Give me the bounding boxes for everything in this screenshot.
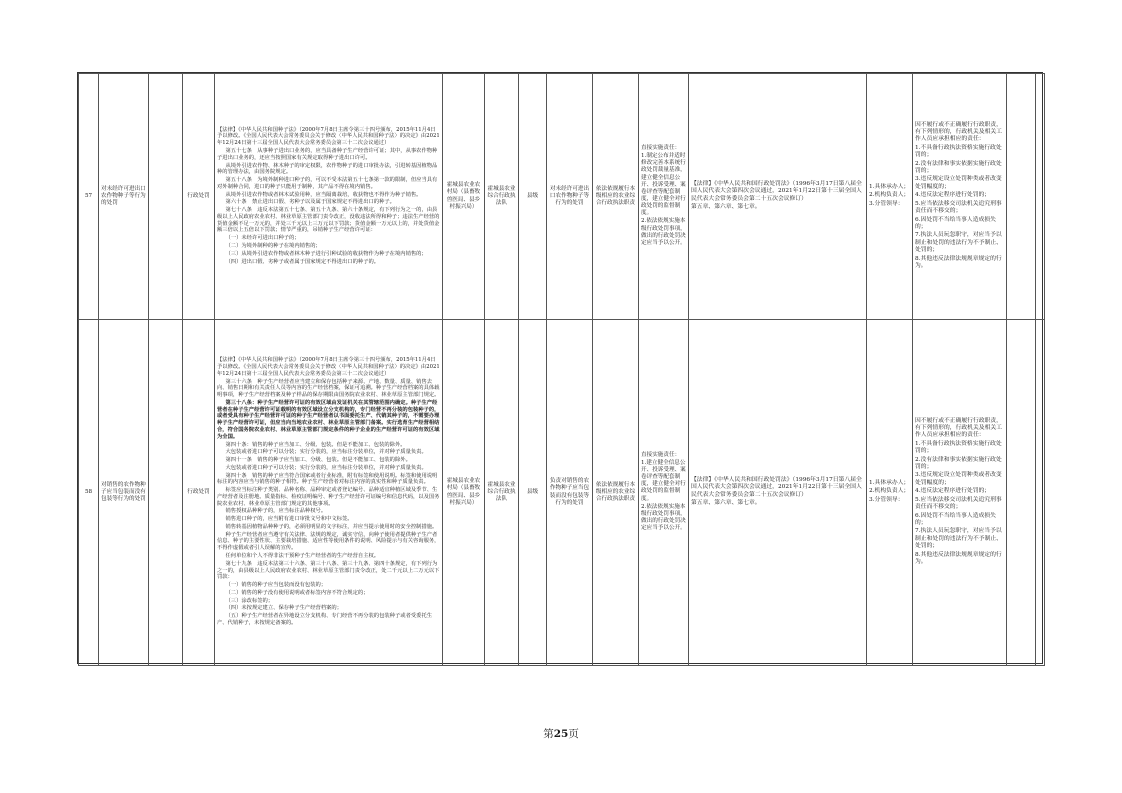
- liability-line: 4.违反法定程序进行处罚的；: [915, 488, 991, 495]
- basis-paragraph: （四）未按规定建立、保存种子生产经营档案的；: [225, 605, 343, 612]
- basis-paragraph: 销售授权品种种子的，应当标注品种权号。: [225, 508, 327, 515]
- responsibility-cell: [639, 74, 689, 320]
- legal-basis-cell: [215, 320, 443, 666]
- basis-paragraph: 【法律】《中华人民共和国种子法》（2000年7月8日主席令第三十四号颁布，2015年11月4日予以修改。《全国人民代表大会常务委员会关于修改〈中华人民共和国种子法〉的决定》由2021年12月24日第十三届全国人民代表大会常务委员会第三十二次会议通过）: [217, 357, 440, 377]
- basis-paragraph: 第四十条：销售的种子应当加工、分级、包装。但是不能加工、包装的除外。: [225, 441, 406, 448]
- responsibility-line: 2.依法依规实施本级行政处罚事项，做出的行政处罚决定应当予以公开。: [641, 218, 686, 246]
- basis-paragraph: （一）未经许可进出口种子的；: [225, 235, 300, 242]
- law-basis-line: 第五章、第六章、第七章。: [691, 203, 761, 210]
- basis-paragraph: （三）从境外引进农作物或者林木种子进行引种试验的收获物作为种子在境内销售的；: [225, 250, 427, 257]
- responsibility-line: 1.制定公布并适时修改完善本系统行政处罚裁量基准，建立健全信息公开、投诉受理、案卷评查等配套制度，建立健全对行政处罚的监督制度。: [641, 153, 686, 217]
- page-number: 25: [553, 728, 569, 740]
- dept-line: 3.分管领导：: [869, 496, 904, 503]
- basis-paragraph: 种子生产经营者应当遵守有关法律、法规的规定，诚实守信，向种子使用者提供种子生产者信息、种子的主要性状、主要栽培措施、适应性等使用条件的说明、风险提示与有关咨询服务，不得作虚假或者引人误解的宣传。: [217, 531, 440, 552]
- row-number-cell: 58: [79, 320, 99, 666]
- basis-paragraph: （二）销售的种子没有使用说明或者标签内容不符合规定的；: [225, 589, 369, 596]
- liability-line: 5.应当依法移交司法机关追究刑事责任而不移交的；: [915, 496, 1002, 511]
- law-basis-line: 第五章、第六章、第七章。: [691, 499, 761, 506]
- responsibility-line: 直接实施责任：: [641, 451, 681, 458]
- basis-paragraph: 从境外引进农作物或者林木试验用种，应当隔离栽培，收获物也不得作为种子销售。: [225, 191, 422, 198]
- liability-line: 因不履行或不正确履行行政职责，有下列情形的，行政机关及相关工作人员应承担相应的责任：: [915, 121, 1002, 143]
- liability-line: 1.不具备行政执法资格实施行政处罚的；: [915, 144, 1002, 159]
- basis-paragraph: 标签应当标注种子类别、品种名称、品种审定或者登记编号、品种适宜种植区域及季节、生产经营者及注册地、质量指标、检疫证明编号、种子生产经营许可证编号和信息代码，以及国务院农业农村、林业草原主管部门规定的其他事项。: [217, 487, 440, 507]
- law-basis-cell: [689, 74, 867, 320]
- liability-line: 因不履行或不正确履行行政职责，有下列情形的，行政机关及相关工作人员应承担相应的责任：: [915, 417, 1002, 439]
- responsibility-cell: [639, 320, 689, 666]
- legal-basis-cell: [215, 74, 443, 320]
- basis-paragraph: （一）销售的种子应当包装而没有包装的；: [225, 582, 327, 589]
- liability-line: 5.应当依法移交司法机关追究刑事责任而不移交的；: [915, 200, 1002, 215]
- basis-paragraph: 【法律】《中华人民共和国种子法》（2000年7月8日主席令第三十四号颁布，2015年11月4日予以修改。《全国人民代表大会常务委员会关于修改〈中华人民共和国种子法〉的决定》由2021年12月24日第十三届全国人民代表大会常务委员会第三十二次会议通过）: [217, 126, 440, 147]
- basis-paragraph: 从境外引进农作物、林木种子的审定权限，农作物种子的进口审批办法，引进转基因植物品种的管理办法，由国务院规定。: [217, 162, 438, 176]
- liability-cell: [913, 74, 1007, 320]
- content-cell: 负责对销售的农作物种子应当包装而没有包装等行为的处罚: [547, 320, 593, 666]
- liability-line: 1.不具备行政执法资格实施行政处罚的；: [915, 440, 1002, 455]
- content-cell: 对未经许可进出口农作物种子等行为的处罚: [547, 74, 593, 320]
- basis-paragraph: 销售转基因植物品种种子的，必须用明显的文字标注，并应当提示使用时的安全控制措施。: [225, 523, 438, 530]
- empty-cell: [1007, 320, 1036, 666]
- basis-paragraph: （五）种子生产经营者在异地设立分支机构、专门经营不再分装的包装种子或者受委托生产、代销种子，未按规定备案的。: [217, 613, 433, 626]
- liability-line: 3.违反规定设立处罚种类或者改变处罚幅度的；: [915, 176, 1002, 190]
- dept-line: 2.机构负责人；: [869, 192, 910, 199]
- item-name-cell: 对未经许可进出口农作物种子等行为的处罚: [99, 74, 149, 320]
- page-footer: [0, 726, 1122, 741]
- law-basis-line: 【法律】《中华人民共和国行政处罚法》（1996年3月17日第八届全国人民代表大会第四次会议通过，2021年1月22日第十三届全国人民代表大会常务委员会第二十五次会议修订）: [691, 476, 862, 498]
- basis-paragraph: 第三十六条 种子生产经营者应当建立和保存包括种子来源、产地、数量、质量、销售去向、销售日期和有关责任人员等内容的生产经营档案，保证可追溯。种子生产经营档案的具体载明事项，种子生产经营档案及种子样品的保存期限由国务院农业农村、林业草原主管部门规定。: [217, 378, 440, 399]
- dept-line: 1.具体承办人；: [869, 479, 910, 486]
- basis-paragraph: 第六十条 禁止进出口假、劣种子以及属于国家规定不得进出口的种子。: [225, 199, 395, 206]
- basis-paragraph: 第五十七条 从事种子进出口业务的，应当具备种子生产经营许可证；其中，从事农作物种子进出口业务的，还应当按照国家有关规定取得种子进出口许可。: [217, 148, 438, 161]
- exec-unit-cell: 霍城县农业综合行政执法队: [485, 74, 519, 320]
- basis-paragraph: 第三十八条：种子生产经营许可证的有效区域由发证机关在其管辖范围内确定。种子生产经营者在种子生产经营许可证载明的有效区域设立分支机构的，专门经营不再分装的包装种子的，或者受具有种子生产经营许可证的种子生产经营者以书面委托生产、代销其种子的，不需要办理种子生产经营许可证，但应当向当地农业农村、林业草原主管部门备案。实行选育生产经营相结合，符合国务院农业农村、林业草原主管部门规定条件的种子企业的生产经营许可证的有效区域为全国。: [217, 399, 440, 440]
- category-cell: 行政处罚: [183, 74, 215, 320]
- law-basis-cell: [689, 320, 867, 666]
- table-grid: [78, 73, 1045, 666]
- basis-paragraph: 大包装或者进口种子可以分装；实行分装的，应当标注分装单位，并对种子质量负责。: [225, 464, 427, 471]
- empty-cell: [1036, 74, 1045, 320]
- liability-line: 3.违反规定设立处罚种类或者改变处罚幅度的；: [915, 472, 1002, 486]
- empty-cell: [149, 74, 183, 320]
- liability-line: 2.没有法律和事实依据实施行政处罚的；: [915, 160, 1002, 175]
- liability-line: 2.没有法律和事实依据实施行政处罚的；: [915, 456, 1002, 471]
- table-row: [79, 74, 1045, 320]
- basis-paragraph: 销售进口种子的，应当附有进口审批文号和中文标签。: [225, 516, 353, 523]
- empty-cell: [1036, 320, 1045, 666]
- dept-line: 1.具体承办人；: [869, 183, 910, 190]
- row-number-cell: 57: [79, 74, 99, 320]
- basis-paragraph: 任何单位和个人不得非法干预种子生产经营者的生产经营自主权。: [225, 553, 380, 559]
- page-suffix: 页: [568, 728, 579, 740]
- dept-line: 3.分管领导：: [869, 200, 904, 207]
- dept-cell: [867, 74, 913, 320]
- liability-line: 7.执法人员玩忽职守，对应当予以制止和处罚的违法行为不予制止、处罚的；: [915, 232, 1002, 254]
- dept-cell: [867, 320, 913, 666]
- level-cell: 县级: [519, 320, 547, 666]
- basis-paragraph: （二）为境外制种的种子在境内销售的；: [225, 242, 321, 249]
- duty-cell: 依法依规履行本级相应的农业综合行政执法职责: [593, 74, 639, 320]
- basis-paragraph: 第四十一条 销售的种子应当加工、分级、包装。但是不能加工、包装的除外。: [225, 457, 411, 464]
- page-prefix: 第: [543, 728, 554, 740]
- table-row: [79, 320, 1045, 666]
- responsibility-line: 1.建立健全信息公开、投诉受理、案卷评查等配套制度，建立健全对行政处罚的监督制度。: [641, 459, 686, 502]
- level-cell: 县级: [519, 74, 547, 320]
- basis-paragraph: （四）进出口假、劣种子或者属于国家规定不得进出口的种子的。: [225, 258, 380, 265]
- responsibility-line: 2.依法依规实施本级行政处罚事项，做出的行政处罚决定应当予以公开。: [641, 503, 686, 532]
- subject-cell: 霍城县农业农村局（县畜牧兽医局、县乡村振兴局）: [443, 320, 485, 666]
- power-list-table: [77, 72, 1043, 664]
- basis-paragraph: 第七十九条 违反本法第三十六条、第三十八条、第三十九条、第四十条规定，有下列行为之一的，由县级以上人民政府农业农村、林业草原主管部门责令改正，处二千元以上二万元以下罚款：: [217, 560, 440, 581]
- liability-line: 8.其他违反法律法规规章规定的行为。: [915, 551, 1002, 565]
- responsibility-line: 直接实施责任：: [641, 144, 681, 151]
- basis-paragraph: 第七十八条 违反本法第五十七条、第五十九条、第六十条规定，有下列行为之一的，由县级以上人民政府农业农村、林业草原主管部门责令改正，没收违法所得和种子；违法生产经营的货值金额不足一万元的，并处三千元以上三万元以下罚款；货值金额一万元以上的，并处货值金额三倍以上五倍以下罚款；情节严重的，吊销种子生产经营许可证：: [217, 207, 440, 234]
- duty-cell: 依法依规履行本级相应的农业综合行政执法职责: [593, 320, 639, 666]
- category-cell: 行政处罚: [183, 320, 215, 666]
- liability-line: 6.因处罚不当给当事人造成损失的；: [915, 216, 996, 230]
- subject-cell: 霍城县农业农村局（县畜牧兽医局、县乡村振兴局）: [443, 74, 485, 320]
- exec-unit-cell: 霍城县农业综合行政执法队: [485, 320, 519, 666]
- item-name-cell: 对销售的农作物种子应当包装而没有包装等行为的处罚: [99, 320, 149, 666]
- liability-line: 7.执法人员玩忽职守，对应当予以制止和处罚的违法行为不予制止、处罚的；: [915, 528, 1002, 550]
- basis-paragraph: 第五十八条 为境外制种进口种子的，可以不受本法第五十七条第一款的限制，但应当具有对外制种合同，进口的种子只能用于制种，其产品不得在境内销售。: [217, 177, 438, 190]
- liability-line: 4.违反法定程序进行处罚的；: [915, 192, 991, 199]
- basis-paragraph: （三）涂改标签的；: [225, 597, 274, 604]
- empty-cell: [149, 320, 183, 666]
- basis-paragraph: 第四十条 销售的种子应当符合国家或者行业标准，附有标签和使用说明。标签和使用说明标注的内容应当与销售的种子相符。种子生产经营者对标注内容的真实性和种子质量负责。: [217, 472, 438, 486]
- basis-paragraph: 大包装或者进口种子可以分装；实行分装的，应当标注分装单位，并对种子质量负责。: [225, 449, 427, 456]
- liability-line: 6.因处罚不当给当事人造成损失的；: [915, 512, 996, 526]
- dept-line: 2.机构负责人；: [869, 488, 910, 495]
- law-basis-line: 【法律】《中华人民共和国行政处罚法》（1996年3月17日第八届全国人民代表大会第四次会议通过，2021年1月22日第十三届全国人民代表大会常务委员会第二十五次会议修订）: [691, 180, 862, 202]
- liability-line: 8.其他违反法律法规规章规定的行为。: [915, 255, 1002, 269]
- empty-cell: [1007, 74, 1036, 320]
- liability-cell: [913, 320, 1007, 666]
